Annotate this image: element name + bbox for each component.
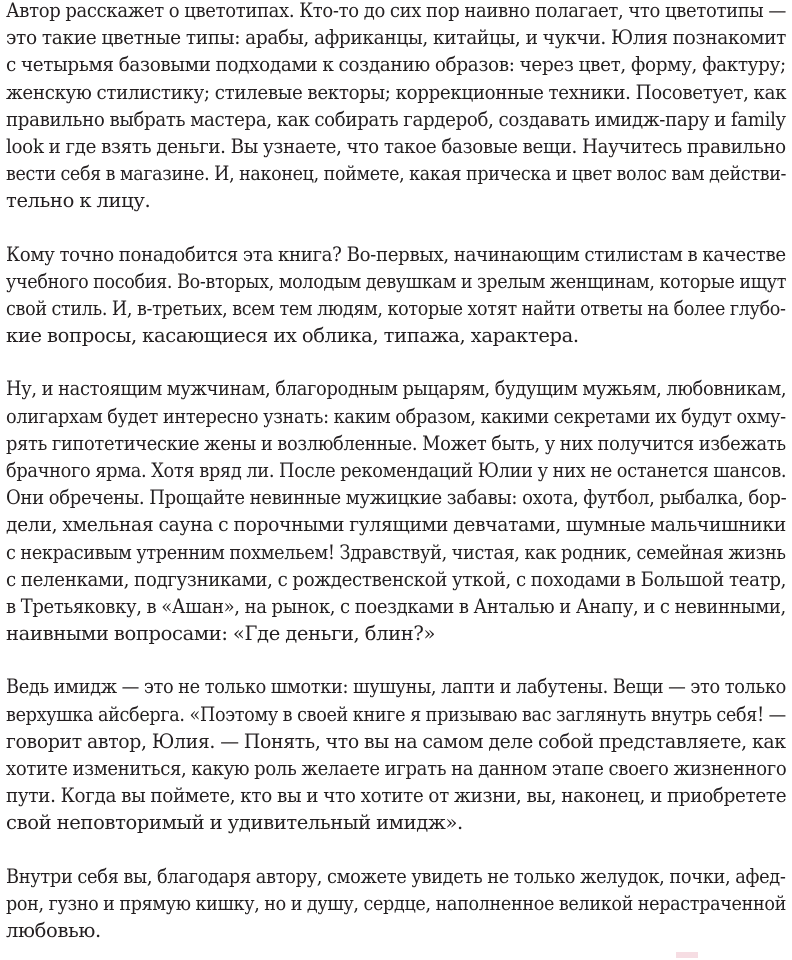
text-line: говорит автор, Юлия. — Понять, что вы на самом деле собой представляете, как	[6, 729, 786, 753]
paragraph-spacer	[6, 349, 786, 375]
text-line: хотите измениться, какую роль желаете играть на данном этапе своего жизненного	[6, 757, 787, 781]
paragraph-spacer	[6, 837, 786, 863]
paragraph-image	[6, 673, 786, 836]
page-edge-mark	[676, 952, 698, 958]
text-line: женскую стилистику; стилевые векторы; коррекционные техники. Посоветует, как	[6, 80, 787, 104]
text-line: пути. Когда вы поймете, кто вы и что хотите от жизни, вы, наконец, и приобретете	[6, 784, 787, 808]
text-line: с некрасивым утренним похмельем! Здравствуй, чистая, как родник, семейная жизнь	[6, 540, 786, 564]
paragraph-color-types	[6, 0, 786, 215]
text-line: Они обречены. Прощайте невинные мужицкие забавы: охота, футбол, рыбалка, бор-	[6, 486, 787, 510]
text-line: Внутри себя вы, благодаря автору, сможете увидеть не только желудок, почки, афед-	[6, 864, 786, 888]
text-line: рон, гузно и прямую кишку, но и душу, сердце, наполненное великой нерастраченной	[6, 891, 786, 915]
paragraph-inside	[6, 863, 786, 945]
text-line: правильно выбрать мастера, как собирать гардероб, создавать имидж-пару и family	[6, 107, 786, 131]
text-line: свой неповторимый и удивительный имидж».	[6, 811, 463, 835]
paragraph-audience	[6, 241, 786, 350]
text-line: вести себя в магазине. И, наконец, поймете, какая прическа и цвет волос вам действи-	[6, 162, 787, 186]
text-line: Кому точно понадобится эта книга? Во-первых, начинающим стилистам в качестве	[6, 242, 786, 266]
text-line: Автор расскажет о цветотипах. Кто-то до сих пор наивно полагает, что цветотипы —	[6, 0, 786, 22]
text-line: с пеленками, подгузниками, с рождественской уткой, с походами в Большой театр,	[6, 567, 787, 591]
text-line: с четырьмя базовыми подходами к созданию образов: через цвет, форму, фактуру;	[6, 53, 786, 77]
text-line: рять гипотетические жены и возлюбленные. Может быть, у них получится избежать	[6, 431, 786, 455]
text-line: кие вопросы, касающиеся их облика, типажа, характера.	[6, 324, 579, 348]
text-line: свой стиль. И, в-третьих, всем тем людям, которые хотят найти ответы на более глубо-	[6, 297, 786, 321]
text-line: учебного пособия. Во-вторых, молодым девушкам и зрелым женщинам, которые ищут	[6, 269, 787, 293]
text-line: это такие цветные типы: арабы, африканцы, китайцы, и чукчи. Юлия познакомит	[6, 26, 787, 50]
text-line: наивными вопросами: «Где деньги, блин?»	[6, 622, 436, 646]
text-line: Ну, и настоящим мужчинам, благородным рыцарям, будущим мужьям, любовникам,	[6, 377, 787, 401]
text-line: тельно к лицу.	[6, 189, 151, 213]
text-line: look и где взять деньги. Вы узнаете, что такое базовые вещи. Научитесь правильно	[6, 135, 786, 159]
text-line: брачного ярма. Хотя вряд ли. После рекомендаций Юлии у них не останется шансов.	[6, 459, 787, 483]
text-line: верхушка айсберга. «Поэтому в своей книге я призываю вас заглянуть внутрь себя! —	[6, 702, 786, 726]
paragraph-spacer	[6, 215, 786, 241]
paragraph-men	[6, 375, 786, 647]
text-line: в Третьяковку, в «Ашан», на рынок, с поездками в Анталью и Анапу, и с невинными,	[6, 595, 786, 619]
text-line: олигархам будет интересно узнать: каким образом, какими секретами их будут охму-	[6, 404, 786, 428]
text-line: Ведь имидж — это не только шмотки: шушуны, лапти и лабутены. Вещи — это только	[6, 675, 786, 699]
paragraph-spacer	[6, 647, 786, 673]
text-line: дели, хмельная сауна с порочными гулящими девчатами, шумные мальчишники	[6, 513, 786, 537]
text-line: любовью.	[6, 919, 101, 943]
